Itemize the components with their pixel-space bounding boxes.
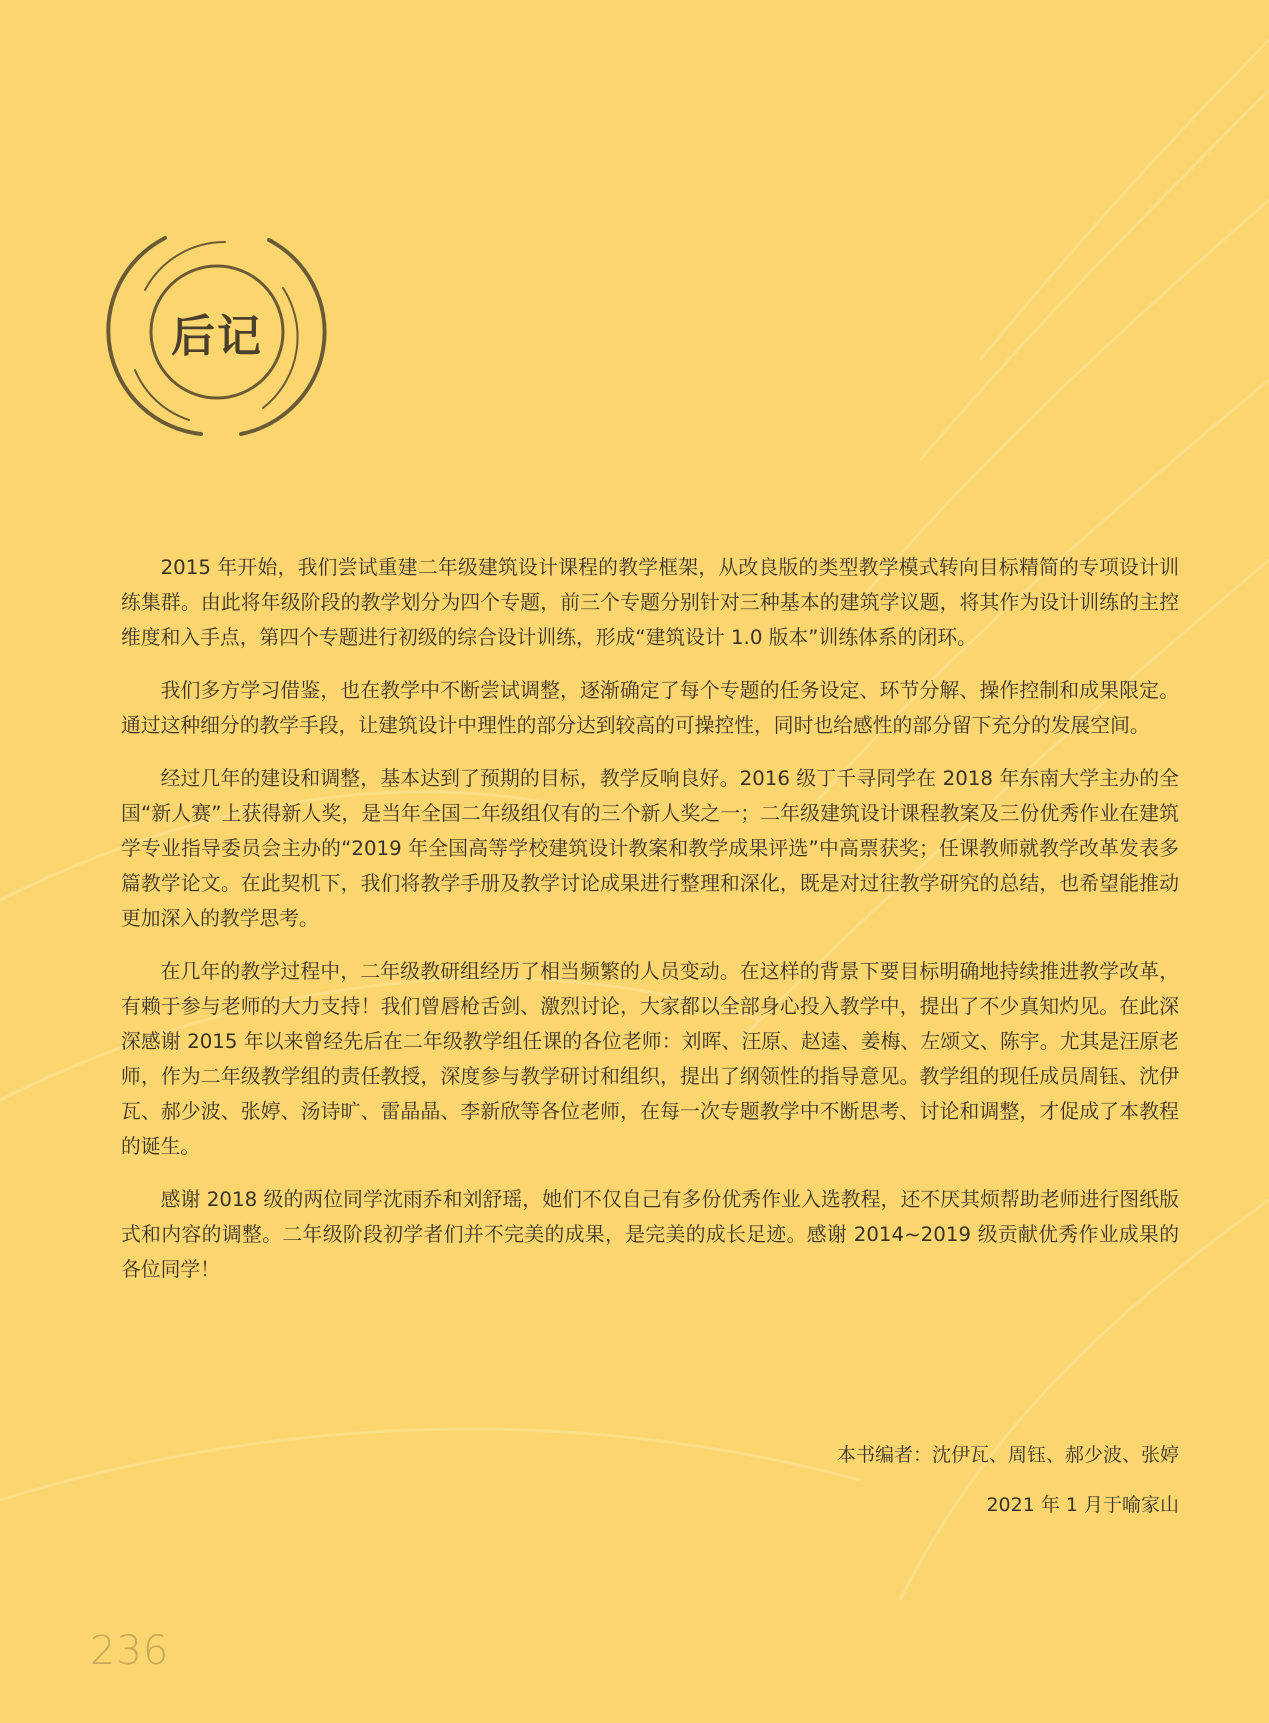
signature-block [837, 1430, 1179, 1530]
afterword-body [121, 550, 1179, 1305]
page-number: 236 [90, 1628, 170, 1674]
authors-line: 本书编者：沈伊瓦、周钰、郝少波、张婷 [836, 1444, 1179, 1466]
date-line: 2021 年 1 月于喻家山 [986, 1494, 1179, 1516]
paragraph: 在几年的教学过程中，二年级教研组经历了相当频繁的人员变动。在这样的背景下要目标明确地持续推进教学改革，有赖于参与老师的大力支持！我们曾唇枪舌剑、激烈讨论，大家都以全部身心投入教学中，提出了不少真知灼见。在此深深感谢 2015 年以来曾经先后在二年级教学组任课的各位老师：刘晖、汪原、赵逵、姜梅、左颂文、陈宇。尤其是汪原老师，作为二年级教学组的责任教授，深度参与教学研讨和组织，提出了纲领性的指导意见。教学组的现任成员周钰、沈伊瓦、郝少波、张婷、汤诗旷、雷晶晶、李新欣等各位老师，在每一次专题教学中不断思考、讨论和调整，才促成了本教程的诞生。 [121, 960, 1179, 1158]
paragraph: 感谢 2018 级的两位同学沈雨乔和刘舒瑶，她们不仅自己有多份优秀作业入选教程，还不厌其烦帮助老师进行图纸版式和内容的调整。二年级阶段初学者们并不完美的成果，是完美的成长足迹。感谢 2014~2019 级贡献优秀作业成果的各位同学！ [121, 1188, 1179, 1281]
heading-emblem [105, 220, 329, 444]
paragraph: 经过几年的建设和调整，基本达到了预期的目标，教学反响良好。2016 级丁千寻同学在 2018 年东南大学主办的全国“新人赛”上获得新人奖，是当年全国二年级组仅有的三个新人奖之一；二年级建筑设计课程教案及三份优秀作业在建筑学专业指导委员会主办的“2019 年全国高等学校建筑设计教案和教学成果评选”中高票获奖；任课教师就教学改革发表多篇教学论文。在此契机下，我们将教学手册及教学讨论成果进行整理和深化，既是对过往教学研究的总结，也希望能推动更加深入的教学思考。 [121, 767, 1179, 930]
paragraph: 2015 年开始，我们尝试重建二年级建筑设计课程的教学框架，从改良版的类型教学模式转向目标精简的专项设计训练集群。由此将年级阶段的教学划分为四个专题，前三个专题分别针对三种基本的建筑学议题，将其作为设计训练的主控维度和入手点，第四个专题进行初级的综合设计训练，形成“建筑设计 1.0 版本”训练体系的闭环。 [121, 556, 1179, 649]
paragraph: 我们多方学习借鉴，也在教学中不断尝试调整，逐渐确定了每个专题的任务设定、环节分解、操作控制和成果限定。通过这种细分的教学手段，让建筑设计中理性的部分达到较高的可操控性，同时也给感性的部分留下充分的发展空间。 [121, 679, 1179, 737]
page-title: 后记 [171, 311, 263, 362]
